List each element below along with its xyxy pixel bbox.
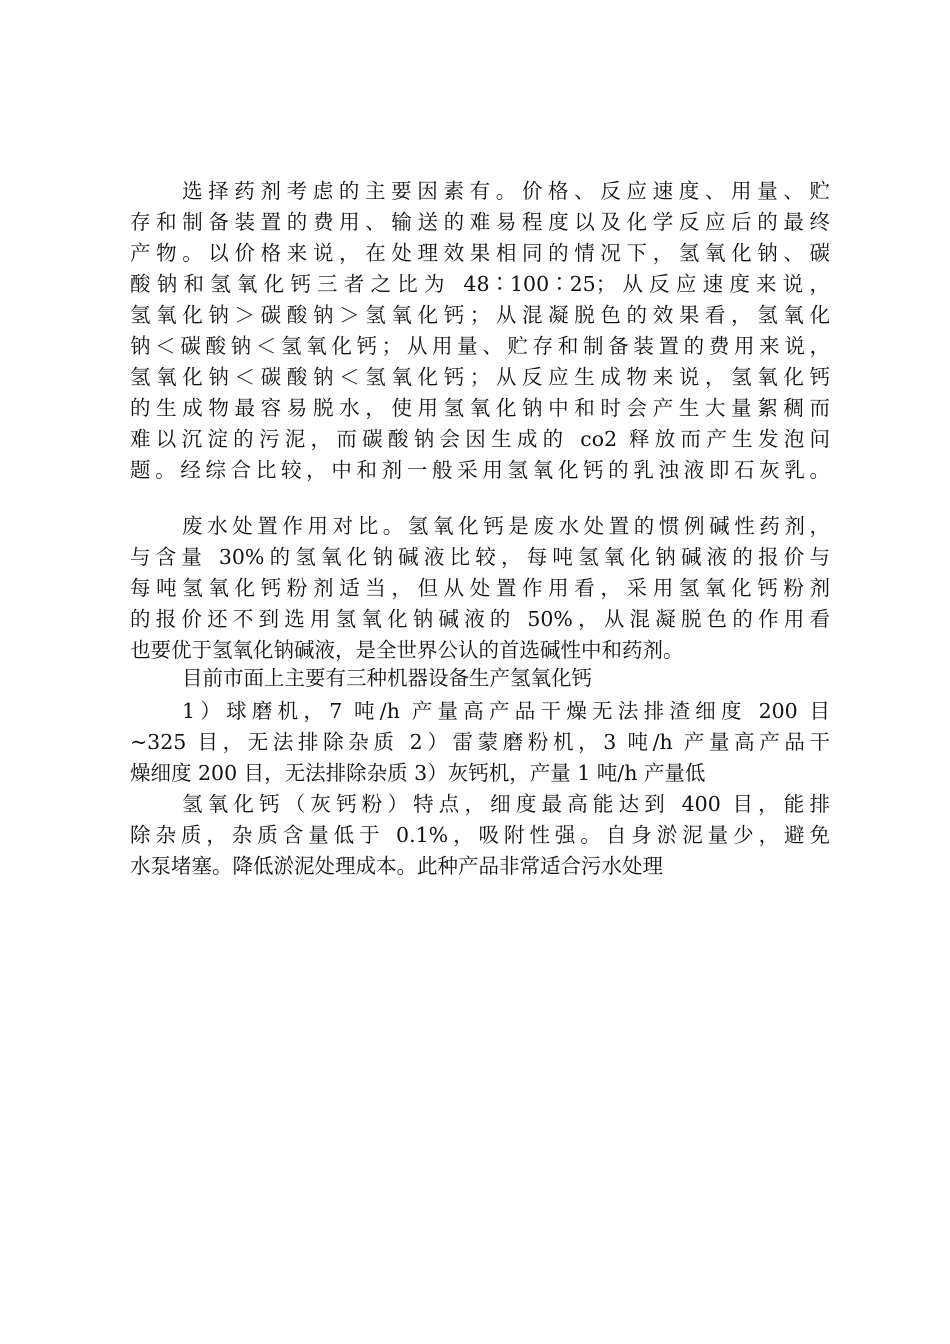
text-line: 与含量 30%的氢氧化钠碱液比较，每吨氢氧化钠碱液的报价与 xyxy=(130,545,830,569)
text-line: 酸钠和氢氧化钙三者之比为 48∶100∶25；从反应速度来说， xyxy=(130,272,830,296)
text-line: 每吨氢氧化钙粉剂适当，但从处置作用看，采用氢氧化钙粉剂 xyxy=(130,576,830,600)
text-line: 钠＜碳酸钠＜氢氧化钙；从用量、贮存和制备装置的费用来说， xyxy=(130,334,830,358)
text-line: 题。经综合比较，中和剂一般采用氢氧化钙的乳浊液即石灰乳。 xyxy=(130,458,830,482)
text-line: 产物。以价格来说，在处理效果相同的情况下，氢氧化钠、碳 xyxy=(130,241,830,265)
text-line: 氢氧化钙（灰钙粉）特点，细度最高能达到 400 目，能排 xyxy=(182,792,830,816)
text-line: 存和制备装置的费用、输送的难易程度以及化学反应后的最终 xyxy=(130,210,830,234)
text-line: 目前市面上主要有三种机器设备生产氢氧化钙 xyxy=(182,666,592,690)
text-line: 废水处置作用对比。氢氧化钙是废水处置的惯例碱性药剂， xyxy=(182,514,830,538)
text-line: 也要优于氢氧化钠碱液，是全世界公认的首选碱性中和药剂。 xyxy=(130,638,684,662)
text-line: 燥细度 200 目，无法排除杂质 3）灰钙机，产量 1 吨/h 产量低 xyxy=(130,761,706,785)
text-line: ~325 目，无法排除杂质 2）雷蒙磨粉机，3 吨/h 产量高产品干 xyxy=(130,730,830,754)
text-line: 选择药剂考虑的主要因素有。价格、反应速度、用量、贮 xyxy=(182,179,830,203)
text-line: 水泵堵塞。降低淤泥处理成本。此种产品非常适合污水处理 xyxy=(130,854,663,878)
text-line: 的生成物最容易脱水，使用氢氧化钠中和时会产生大量絮稠而 xyxy=(130,396,830,420)
text-line: 除杂质，杂质含量低于 0.1%，吸附性强。自身淤泥量少，避免 xyxy=(130,823,830,847)
text-line: 氢氧化钠＜碳酸钠＜氢氧化钙；从反应生成物来说，氢氧化钙 xyxy=(130,365,830,389)
text-line: 1）球磨机，7 吨/h 产量高产品干燥无法排渣细度 200 目 xyxy=(182,699,830,723)
text-line: 氢氧化钠＞碳酸钠＞氢氧化钙；从混凝脱色的效果看，氢氧化 xyxy=(130,303,830,327)
text-line: 难以沉淀的污泥，而碳酸钠会因生成的 co2 释放而产生发泡问 xyxy=(130,427,830,451)
text-line: 的报价还不到选用氢氧化钠碱液的 50%，从混凝脱色的作用看 xyxy=(130,607,830,631)
